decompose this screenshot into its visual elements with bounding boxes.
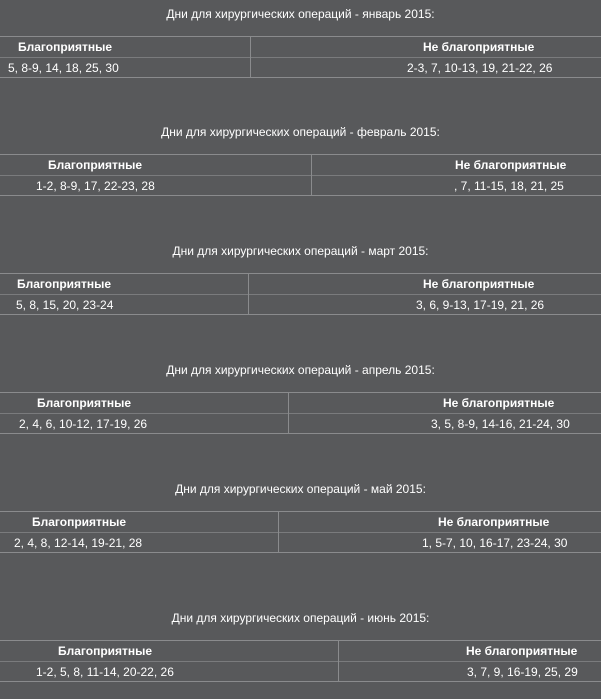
- header-favorable: Благоприятные: [48, 158, 143, 172]
- header-unfavorable: Не благоприятные: [423, 277, 535, 291]
- section-title: Дни для хирургических операций - апрель 2015:: [166, 363, 435, 377]
- days-table: [0, 392, 601, 434]
- unfavorable-days: 2-3, 7, 10-13, 19, 21-22, 26: [407, 61, 553, 75]
- section-title: Дни для хирургических операций - февраль 2015:: [161, 125, 440, 139]
- unfavorable-days: 3, 7, 9, 16-19, 25, 29: [467, 665, 578, 679]
- header-favorable: Благоприятные: [18, 40, 113, 54]
- favorable-days: 1-2, 8-9, 17, 22-23, 28: [36, 179, 155, 193]
- data-row: [0, 295, 601, 315]
- header-row: [0, 512, 601, 532]
- section-title: Дни для хирургических операций - июнь 2015:: [171, 611, 430, 625]
- unfavorable-days: 3, 5, 8-9, 14-16, 21-24, 30: [431, 417, 570, 431]
- header-row: [0, 393, 601, 413]
- unfavorable-days: 3, 6, 9-13, 17-19, 21, 26: [416, 298, 545, 312]
- data-row: [0, 176, 601, 196]
- data-row: [0, 414, 601, 434]
- favorable-days: 5, 8-9, 14, 18, 25, 30: [8, 61, 119, 75]
- header-favorable: Благоприятные: [17, 277, 112, 291]
- header-row: [0, 274, 601, 294]
- data-row: [0, 533, 601, 553]
- section-title: Дни для хирургических операций - январь 2015:: [166, 7, 435, 21]
- section-june: [0, 608, 601, 682]
- unfavorable-days: , 7, 11-15, 18, 21, 25: [454, 179, 564, 193]
- unfavorable-days: 1, 5-7, 10, 16-17, 23-24, 30: [422, 536, 568, 550]
- data-row: [0, 662, 601, 682]
- data-row: [0, 58, 601, 78]
- favorable-days: 2, 4, 8, 12-14, 19-21, 28: [14, 536, 143, 550]
- section-title: Дни для хирургических операций - май 2015:: [175, 482, 426, 496]
- header-unfavorable: Не благоприятные: [455, 158, 567, 172]
- section-march: [0, 241, 601, 315]
- section-january: [0, 4, 601, 78]
- header-favorable: Благоприятные: [37, 396, 132, 410]
- header-unfavorable: Не благоприятные: [443, 396, 555, 410]
- days-table: [0, 154, 601, 196]
- favorable-days: 2, 4, 6, 10-12, 17-19, 26: [19, 417, 148, 431]
- section-february: [0, 122, 601, 196]
- header-favorable: Благоприятные: [58, 644, 153, 658]
- header-row: [0, 37, 601, 57]
- header-unfavorable: Не благоприятные: [423, 40, 535, 54]
- days-table: [0, 273, 601, 315]
- header-favorable: Благоприятные: [32, 515, 127, 529]
- header-unfavorable: Не благоприятные: [438, 515, 550, 529]
- section-may: [0, 479, 601, 553]
- days-table: [0, 511, 601, 553]
- section-title: Дни для хирургических операций - март 2015:: [172, 244, 429, 258]
- header-row: [0, 155, 601, 175]
- days-table: [0, 36, 601, 78]
- days-table: [0, 640, 601, 682]
- section-april: [0, 360, 601, 434]
- favorable-days: 5, 8, 15, 20, 23-24: [16, 298, 114, 312]
- header-row: [0, 641, 601, 661]
- header-unfavorable: Не благоприятные: [466, 644, 578, 658]
- favorable-days: 1-2, 5, 8, 11-14, 20-22, 26: [36, 665, 174, 679]
